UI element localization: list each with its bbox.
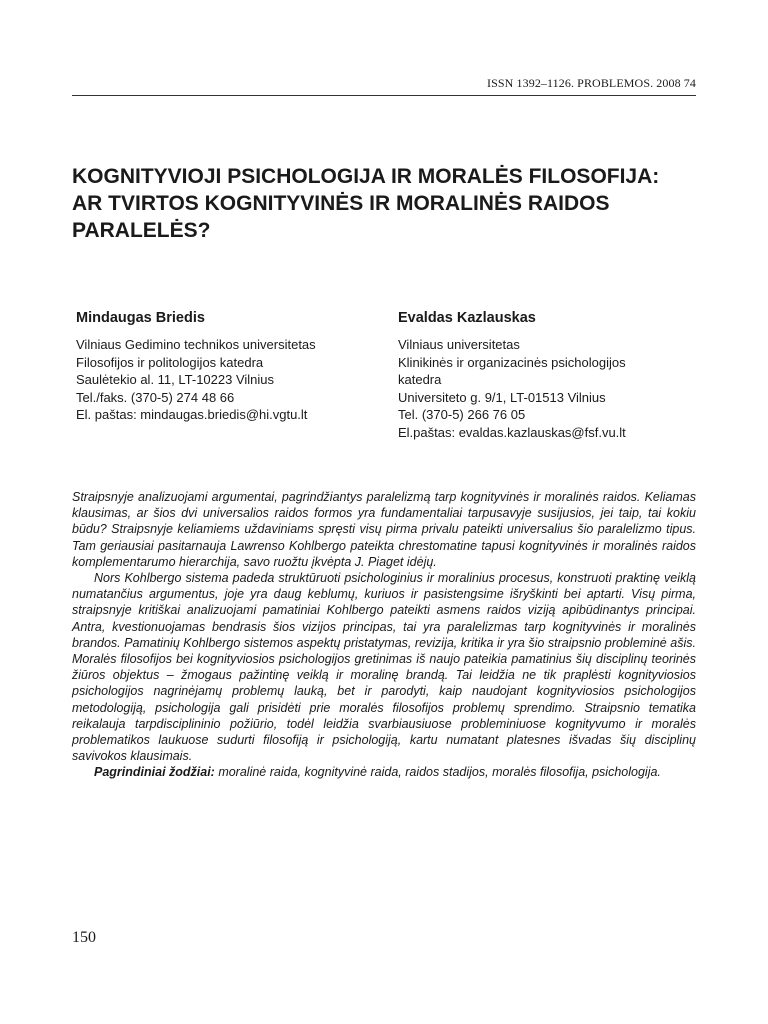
- page-number: 150: [72, 929, 96, 946]
- title-line: PARALELĖS?: [72, 219, 211, 242]
- affiliation-department: Filosofijos ir politologijos katedra: [76, 354, 264, 370]
- author-1: [72, 310, 394, 442]
- affiliation-email: El. paštas: mindaugas.briedis@hi.vgtu.lt: [76, 407, 308, 423]
- title-line: AR TVIRTOS KOGNITYVINĖS IR MORALINĖS RAIDOS: [72, 192, 610, 215]
- affiliation-phone: Tel./faks. (370-5) 274 48 66: [76, 389, 235, 405]
- abstract-paragraph: Nors Kohlbergo sistema padeda struktūruoti psichologinius ir moralinius procesus, konstruoti praktinę veiklą numatančius argumentus, joje yra daug keblumų, kuriuos ir pasistengsime išryškinti bei aptarti. Visų pirma, straipsnyje kritiškai analizuojami pamatiniai Kohlbergo pateikti asmens raidos viziją apibūdinantys principai. Antra, kvestionuojamas bendrasis šios vizijos principas, tai yra paralelizmas tarp kognityvinės ir moralinės brandos. Pamatinių Kohlbergo sistemos aspektų pristatymas, revizija, kritika ir yra šio straipsnio probleminė ašis. Moralės filosofijos bei kognityviosios psichologijos gretinimas iš naujo pateikia pamatinius šių disciplinų teorinės žiūros objektus – žmogaus pažintinę veiklą ir moralinę brandą. Tai leidžia ne tik praplėsti kognityviosios psichologijos nagrinėjamų problemų lauką, bet ir parodyti, kaip naudojant kognityviosios psichologijos metodologiją, psichologija gali prisidėti prie moralės filosofijos problemų sprendimo. Straipsnio tematika reikalauja tarpdisciplininio požiūrio, todėl leidžia svarbiausiuose probleminiuose kognityvumo ir moralės problematikos laukuose sudurti filosofiją ir psichologiją, kartu numatant platesnes išvadas šių disciplinų savivokos klausimais.: [72, 571, 696, 764]
- affiliation-address: Universiteto g. 9/1, LT-01513 Vilnius: [398, 389, 606, 405]
- affiliation-university: Vilniaus Gedimino technikos universitetas: [76, 337, 316, 352]
- author-affiliation: [72, 336, 394, 424]
- title-line: KOGNITYVIOJI PSICHOLOGIJA IR MORALĖS FILOSOFIJA:: [72, 165, 660, 188]
- author-2: [394, 310, 696, 442]
- affiliation-department-cont: katedra: [398, 372, 442, 388]
- affiliation-department: Klinikinės ir organizacinės psichologijos: [398, 354, 626, 370]
- affiliation-university: Vilniaus universitetas: [398, 337, 520, 352]
- affiliation-email: El.paštas: evaldas.kazlauskas@fsf.vu.lt: [398, 424, 626, 440]
- affiliation-address: Saulėtekio al. 11, LT-10223 Vilnius: [76, 372, 275, 388]
- article-title: [72, 163, 708, 244]
- author-block: [72, 310, 696, 442]
- author-name: Mindaugas Briedis: [76, 310, 205, 326]
- author-affiliation: [394, 336, 696, 442]
- keywords-text: moralinė raida, kognityvinė raida, raidos stadijos, moralės filosofija, psichologija.: [214, 765, 661, 780]
- abstract: [72, 489, 696, 781]
- running-head-text: ISSN 1392–1126. PROBLEMOS. 2008 74: [487, 76, 696, 90]
- running-header: [72, 76, 696, 96]
- keywords-label: Pagrindiniai žodžiai:: [94, 765, 215, 780]
- keywords: [72, 764, 696, 780]
- abstract-paragraph: Straipsnyje analizuojami argumentai, pagrindžiantys paralelizmą tarp kognityvinės ir moralinės raidos. Keliamas klausimas, ar šios dvi universalios raidos formos yra fundamentaliai tarpusavyje susijusios, jei taip, tai kokiu būdu? Straipsnyje keliamiems uždaviniams spręsti visų pirma privalu pateikti universalius šio paralelizmo tipus. Tam geriausiai pasitarnauja Lawrenso Kohlbergo pateikta chrestomatine tapusi kognityvinės ir moralinės raidos komplementarumo hierarchija, savo ruožtu įkvėpta J. Piaget idėjų.: [72, 490, 696, 569]
- affiliation-phone: Tel. (370-5) 266 76 05: [398, 407, 526, 423]
- author-name: Evaldas Kazlauskas: [398, 310, 536, 326]
